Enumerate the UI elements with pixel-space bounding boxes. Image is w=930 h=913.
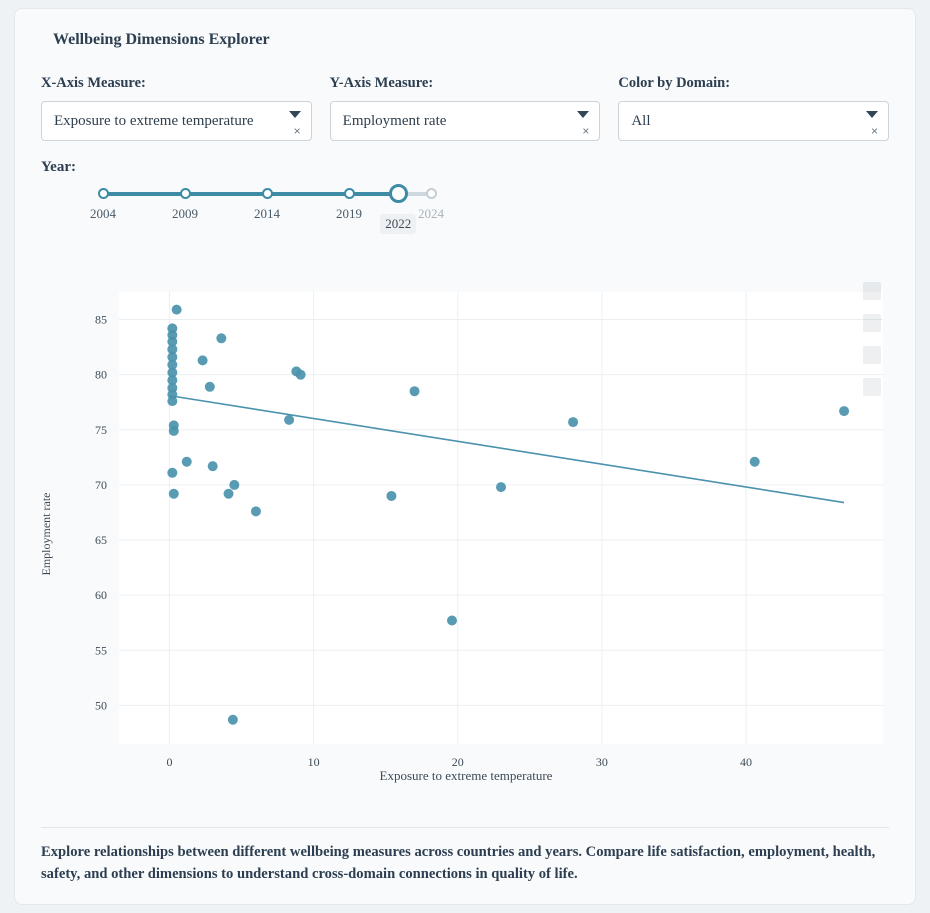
y-tick-label: 75 [95,422,107,437]
scatter-point[interactable] [167,468,177,478]
scatter-point[interactable] [208,461,218,471]
explorer-card [14,8,916,905]
scatter-point[interactable] [169,426,179,436]
y-tick-label: 70 [95,477,107,492]
scatter-point[interactable] [750,457,760,467]
slider-tick-2019[interactable] [344,188,355,199]
scatter-point[interactable] [568,417,578,427]
color-domain-label: Color by Domain: [618,75,731,91]
year-slider-label: Year: [41,159,76,175]
scatter-point[interactable] [182,457,192,467]
x-axis-control [41,75,312,141]
slider-tick-label-2009: 2009 [172,206,198,221]
x-axis-label: X-Axis Measure: [41,75,146,91]
page-title: Wellbeing Dimensions Explorer [53,31,270,48]
x-tick-label: 40 [740,755,753,769]
x-axis-title: Exposure to extreme temperature [379,768,553,783]
scatter-point[interactable] [172,305,182,315]
y-tick-label: 85 [95,312,107,327]
x-tick-label: 0 [166,755,173,769]
plotly-modebar[interactable] [863,282,885,410]
color-domain-value: All [631,112,651,129]
chevron-down-icon[interactable] [289,111,301,118]
color-domain-select[interactable] [618,101,889,141]
y-axis-select[interactable] [330,101,601,141]
year-slider[interactable] [41,192,444,246]
scatter-point[interactable] [410,386,420,396]
scatter-point[interactable] [169,489,179,499]
slider-selected-year: 2022 [380,214,416,234]
y-tick-label: 50 [95,698,107,713]
scatter-point[interactable] [198,355,208,365]
y-tick-label: 80 [95,367,107,382]
scatter-point[interactable] [386,491,396,501]
camera-icon[interactable] [863,282,881,300]
slider-tick-label-2004: 2004 [90,206,116,221]
x-axis-value: Exposure to extreme temperature [54,112,254,129]
clear-icon[interactable]: × [293,124,301,138]
slider-handle[interactable] [389,184,408,203]
y-axis-value: Employment rate [342,112,447,129]
slider-tick-2024[interactable] [426,188,437,199]
scatter-point[interactable] [224,489,234,499]
scatter-point[interactable] [205,382,215,392]
scatter-point[interactable] [251,506,261,516]
controls-row [41,75,889,141]
pan-icon[interactable] [863,346,881,364]
clear-icon[interactable]: × [582,124,590,138]
scatter-point[interactable] [496,482,506,492]
clear-icon[interactable]: × [871,124,879,138]
y-tick-label: 55 [95,643,107,658]
y-axis-label: Y-Axis Measure: [329,75,434,91]
x-tick-label: 10 [307,755,320,769]
scatter-point[interactable] [447,616,457,626]
color-domain-control [618,75,889,141]
scatter-point[interactable] [296,370,306,380]
scatter-chart [41,282,891,794]
slider-tick-2009[interactable] [180,188,191,199]
x-tick-label: 30 [595,755,608,769]
y-tick-label: 60 [95,588,107,603]
plot-background [119,292,883,744]
autoscale-icon[interactable] [863,378,881,396]
plot-canvas[interactable] [41,282,891,794]
slider-tick-label-2014: 2014 [254,206,280,221]
y-axis-control [330,75,601,141]
chevron-down-icon[interactable] [577,111,589,118]
slider-tick-label-2019: 2019 [336,206,362,221]
scatter-point[interactable] [284,415,294,425]
slider-tick-2004[interactable] [98,188,109,199]
y-axis-title: Employment rate [39,492,53,576]
scatter-point[interactable] [216,333,226,343]
zoom-icon[interactable] [863,314,881,332]
scatter-point[interactable] [839,406,849,416]
chevron-down-icon[interactable] [866,111,878,118]
scatter-point[interactable] [167,396,177,406]
scatter-point[interactable] [228,715,238,725]
scatter-point[interactable] [229,480,239,490]
slider-tick-label-2024: 2024 [418,206,444,221]
x-tick-label: 20 [451,755,464,769]
footer-description: Explore relationships between different wellbeing measures across countries and years. Compare life satisfaction, employment, health, safety, and other dimensions to understand cross-domain connections in quality of life. [41,827,889,886]
x-axis-select[interactable] [41,101,312,141]
y-tick-label: 65 [95,533,107,548]
slider-tick-2014[interactable] [262,188,273,199]
